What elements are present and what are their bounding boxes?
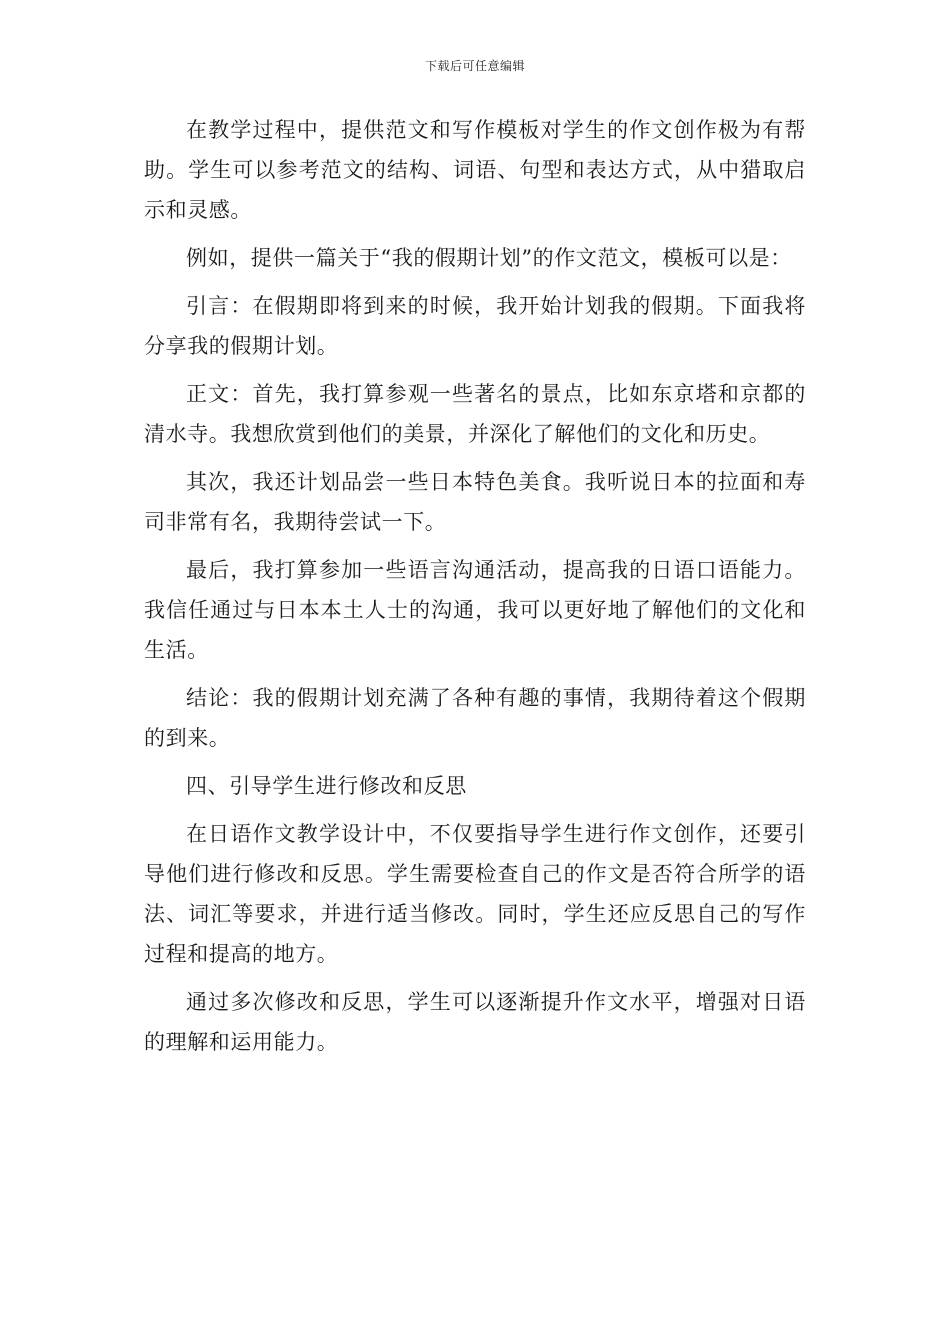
paragraph-main-body: 正文：首先，我打算参观一些著名的景点，比如东京塔和京都的清水寺。我想欣赏到他们的美景，并深化了解他们的文化和历史。 xyxy=(144,382,806,446)
section-heading-revision: 四、引导学生进行修改和反思 xyxy=(186,774,467,798)
page-header: 下载后可任意编辑 xyxy=(424,59,525,73)
paragraph-intro-templates: 在教学过程中，提供范文和写作模板对学生的作文创作极为有帮助。学生可以参考范文的结构、词语、句型和表达方式，从中猎取启示和灵感。 xyxy=(144,118,806,222)
paragraph-revision-guidance: 在日语作文教学设计中，不仅要指导学生进行作文创作，还要引导他们进行修改和反思。学生需要检查自己的作文是否符合所学的语法、词汇等要求，并进行适当修改。同时，学生还应反思自己的写作过程和提高的地方。 xyxy=(144,822,806,966)
paragraph-revision-benefit: 通过多次修改和反思，学生可以逐渐提升作文水平，增强对日语的理解和运用能力。 xyxy=(144,990,806,1054)
paragraph-example: 例如，提供一篇关于“我的假期计划”的作文范文，模板可以是： xyxy=(186,246,792,270)
document-body xyxy=(144,110,806,1070)
paragraph-finally: 最后，我打算参加一些语言沟通活动，提高我的日语口语能力。我信任通过与日本本土人士的沟通，我可以更好地了解他们的文化和生活。 xyxy=(144,558,806,662)
paragraph-secondly: 其次，我还计划品尝一些日本特色美食。我听说日本的拉面和寿司非常有名，我期待尝试一下。 xyxy=(144,470,806,534)
paragraph-introduction: 引言：在假期即将到来的时候，我开始计划我的假期。下面我将分享我的假期计划。 xyxy=(144,294,806,358)
paragraph-conclusion: 结论：我的假期计划充满了各种有趣的事情，我期待着这个假期的到来。 xyxy=(144,686,806,750)
